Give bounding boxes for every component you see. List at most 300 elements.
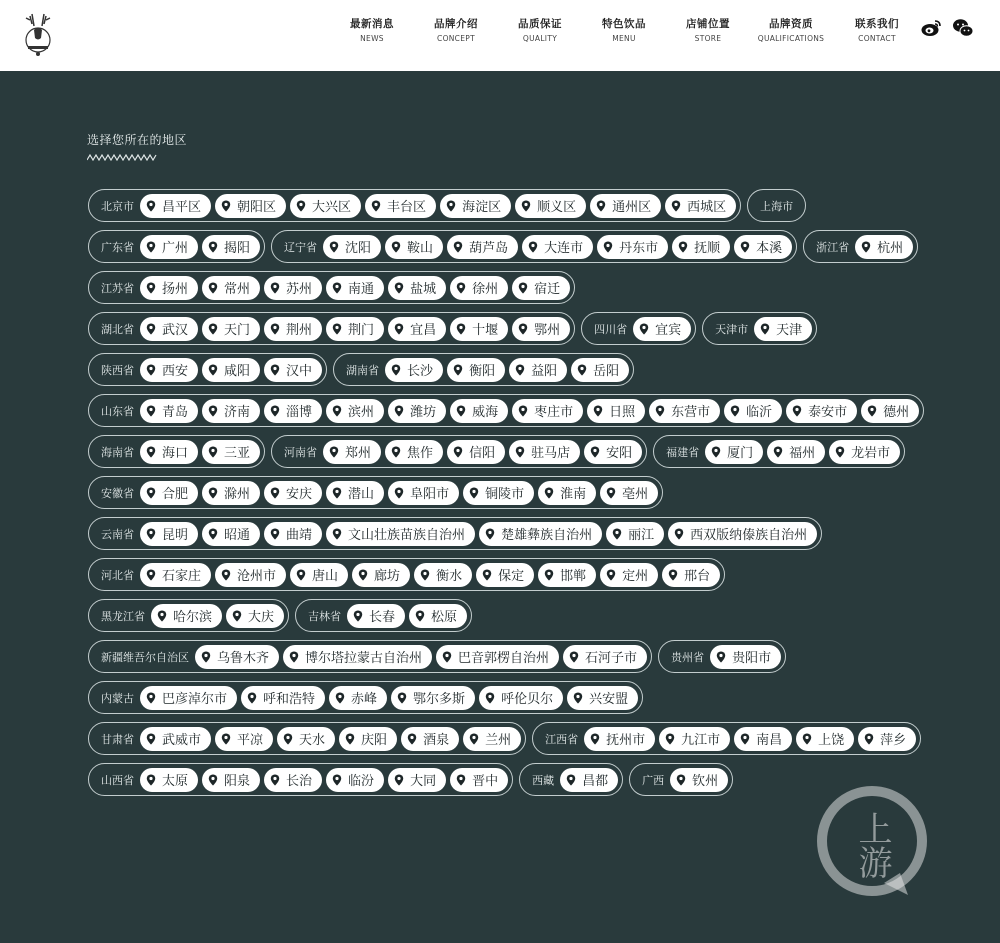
city-button[interactable] — [597, 235, 668, 259]
city-button[interactable] — [633, 317, 691, 341]
location-pin-icon — [676, 774, 686, 786]
location-pin-icon — [146, 200, 156, 212]
city-button[interactable] — [195, 645, 279, 669]
city-button[interactable] — [796, 727, 854, 751]
location-pin-icon — [146, 692, 156, 704]
location-pin-icon — [420, 569, 430, 581]
city-label: 兴安盟 — [589, 692, 629, 707]
city-button[interactable] — [264, 358, 322, 382]
city-label: 西安 — [162, 364, 189, 379]
region-group — [88, 558, 725, 591]
location-pin-icon — [442, 651, 452, 663]
city-button[interactable] — [705, 440, 763, 464]
city-label: 沈阳 — [345, 241, 372, 256]
city-label: 厦门 — [727, 446, 754, 461]
city-button[interactable] — [202, 358, 260, 382]
region-group[interactable] — [747, 189, 806, 222]
city-button[interactable] — [140, 235, 198, 259]
city-button[interactable] — [264, 481, 322, 505]
region-label: 海南省 — [101, 445, 134, 459]
city-button[interactable] — [724, 399, 782, 423]
city-button[interactable] — [326, 481, 384, 505]
city-label: 长沙 — [407, 364, 434, 379]
location-pin-icon — [864, 733, 874, 745]
city-label: 广州 — [162, 241, 189, 256]
location-pin-icon — [208, 528, 218, 540]
city-label: 鞍山 — [407, 241, 434, 256]
nav-contact-label: 联系我们 — [855, 18, 899, 30]
location-pin-icon — [593, 405, 603, 417]
city-button[interactable] — [140, 440, 198, 464]
city-label: 阜阳市 — [410, 487, 450, 502]
city-label: 天门 — [224, 323, 251, 338]
watermark-logo — [812, 783, 932, 903]
city-button[interactable] — [450, 317, 508, 341]
location-pin-icon — [391, 446, 401, 458]
stag-logo-icon[interactable] — [14, 10, 62, 58]
city-button[interactable] — [323, 440, 381, 464]
nav-store-label: 店铺位置 — [686, 18, 730, 30]
region-label: 吉林省 — [308, 609, 342, 623]
city-label: 保定 — [498, 569, 525, 584]
city-label: 青岛 — [162, 405, 189, 420]
main-nav — [330, 0, 922, 71]
location-pin-icon — [332, 282, 342, 294]
watermark-text: 上游 — [852, 811, 892, 879]
city-button[interactable] — [734, 727, 792, 751]
region-group — [88, 435, 265, 468]
city-button[interactable] — [447, 235, 518, 259]
city-button[interactable] — [140, 686, 237, 710]
city-button[interactable] — [401, 727, 459, 751]
city-label: 廊坊 — [374, 569, 401, 584]
city-label: 唐山 — [312, 569, 339, 584]
city-label: 鄂州 — [534, 323, 561, 338]
location-pin-icon — [394, 774, 404, 786]
zigzag-divider — [87, 154, 157, 161]
location-pin-icon — [146, 405, 156, 417]
location-pin-icon — [332, 487, 342, 499]
city-button[interactable] — [140, 768, 198, 792]
city-button[interactable] — [290, 563, 348, 587]
city-label: 杭州 — [877, 241, 904, 256]
city-button[interactable] — [277, 727, 335, 751]
city-label: 益阳 — [531, 364, 558, 379]
location-pin-icon — [544, 487, 554, 499]
city-button[interactable] — [447, 358, 505, 382]
city-button[interactable] — [600, 481, 658, 505]
city-button[interactable] — [563, 645, 647, 669]
city-button[interactable] — [767, 440, 825, 464]
region-label[interactable]: 上海市 — [760, 199, 794, 213]
location-pin-icon — [596, 200, 606, 212]
city-label: 揭阳 — [224, 241, 251, 256]
city-button[interactable] — [571, 358, 629, 382]
location-pin-icon — [146, 569, 156, 581]
location-pin-icon — [283, 733, 293, 745]
city-label: 萍乡 — [880, 733, 907, 748]
city-button[interactable] — [450, 276, 508, 300]
region-group — [88, 353, 327, 386]
city-label: 昌都 — [582, 774, 609, 789]
region-group — [88, 476, 663, 509]
city-button[interactable] — [352, 563, 410, 587]
city-button[interactable] — [326, 768, 384, 792]
location-pin-icon — [453, 241, 463, 253]
city-button[interactable] — [202, 317, 260, 341]
region-group — [88, 312, 575, 345]
city-label: 邯郸 — [560, 569, 587, 584]
city-button[interactable] — [151, 604, 222, 628]
city-button[interactable] — [140, 727, 211, 751]
location-pin-icon — [296, 200, 306, 212]
city-label: 顺义区 — [537, 200, 577, 215]
location-pin-icon — [528, 241, 538, 253]
city-label: 通州区 — [612, 200, 652, 215]
location-pin-icon — [606, 487, 616, 499]
location-pin-icon — [603, 241, 613, 253]
city-button[interactable] — [515, 194, 586, 218]
city-button[interactable] — [264, 522, 322, 546]
location-pin-icon — [358, 569, 368, 581]
city-button[interactable] — [202, 399, 260, 423]
city-label: 巴音郭楞自治州 — [458, 651, 550, 666]
nav-quality[interactable] — [498, 0, 582, 71]
region-group — [88, 189, 741, 222]
region-label: 西藏 — [532, 773, 555, 787]
location-pin-icon — [221, 733, 231, 745]
region-label: 陕西省 — [101, 363, 134, 377]
city-label: 曲靖 — [286, 528, 313, 543]
city-button[interactable] — [140, 358, 198, 382]
city-label: 天津 — [776, 323, 803, 338]
city-button[interactable] — [202, 276, 260, 300]
city-label: 平凉 — [237, 733, 264, 748]
city-label: 大兴区 — [312, 200, 352, 215]
site-header — [0, 0, 1000, 71]
region-group — [88, 681, 643, 714]
city-label: 巴彦淖尔市 — [162, 692, 228, 707]
city-label: 赤峰 — [351, 692, 378, 707]
city-label: 滨州 — [348, 405, 375, 420]
location-pin-icon — [590, 733, 600, 745]
city-button[interactable] — [858, 727, 916, 751]
city-button[interactable] — [264, 768, 322, 792]
city-button[interactable] — [215, 727, 273, 751]
city-label: 九江市 — [681, 733, 721, 748]
location-pin-icon — [518, 323, 528, 335]
city-button[interactable] — [538, 563, 596, 587]
city-label: 信阳 — [469, 446, 496, 461]
nav-qualifications-label: 品牌资质 — [769, 18, 813, 30]
location-pin-icon — [157, 610, 167, 622]
location-pin-icon — [232, 610, 242, 622]
city-label: 丰台区 — [387, 200, 427, 215]
city-label: 临汾 — [348, 774, 375, 789]
city-button[interactable] — [339, 727, 397, 751]
weibo-icon[interactable] — [920, 17, 942, 39]
city-button[interactable] — [388, 317, 446, 341]
city-label: 十堰 — [472, 323, 499, 338]
city-label: 大连市 — [544, 241, 584, 256]
location-pin-icon — [655, 405, 665, 417]
city-button[interactable] — [479, 686, 563, 710]
nav-news-label: 最新消息 — [350, 18, 394, 30]
city-label: 安阳 — [606, 446, 633, 461]
city-button[interactable] — [662, 563, 720, 587]
nav-contact[interactable] — [832, 0, 922, 71]
nav-concept[interactable] — [414, 0, 498, 71]
location-pin-icon — [208, 323, 218, 335]
nav-qualifications[interactable] — [750, 0, 832, 71]
city-label: 海口 — [162, 446, 189, 461]
city-button[interactable] — [584, 440, 642, 464]
city-button[interactable] — [512, 317, 570, 341]
city-button[interactable] — [326, 399, 384, 423]
city-button[interactable] — [665, 194, 736, 218]
location-pin-icon — [867, 405, 877, 417]
city-button[interactable] — [538, 481, 596, 505]
nav-store-sub: STORE — [694, 34, 722, 43]
city-button[interactable] — [140, 481, 198, 505]
region-list — [88, 189, 928, 796]
city-label: 亳州 — [622, 487, 649, 502]
city-label: 武威市 — [162, 733, 202, 748]
city-button[interactable] — [202, 440, 260, 464]
city-label: 钦州 — [692, 774, 719, 789]
city-button[interactable] — [140, 522, 198, 546]
city-label: 济南 — [224, 405, 251, 420]
city-label: 昆明 — [162, 528, 189, 543]
location-pin-icon — [515, 364, 525, 376]
city-button[interactable] — [388, 399, 446, 423]
location-pin-icon — [270, 282, 280, 294]
city-button[interactable] — [600, 563, 658, 587]
city-button[interactable] — [202, 522, 260, 546]
city-button[interactable] — [388, 768, 446, 792]
location-pin-icon — [566, 774, 576, 786]
city-button[interactable] — [326, 522, 475, 546]
city-button[interactable] — [606, 522, 664, 546]
city-button[interactable] — [560, 768, 618, 792]
city-button[interactable] — [409, 604, 467, 628]
city-button[interactable] — [512, 399, 583, 423]
location-pin-icon — [730, 405, 740, 417]
location-pin-icon — [146, 364, 156, 376]
city-button[interactable] — [264, 399, 322, 423]
region-label: 北京市 — [101, 199, 134, 213]
city-button[interactable] — [829, 440, 900, 464]
city-button[interactable] — [264, 276, 322, 300]
region-label: 河南省 — [284, 445, 318, 459]
city-button[interactable] — [385, 358, 443, 382]
city-label: 大同 — [410, 774, 437, 789]
city-button[interactable] — [202, 481, 260, 505]
city-button[interactable] — [202, 768, 260, 792]
wechat-icon[interactable] — [952, 17, 974, 39]
city-button[interactable] — [855, 235, 913, 259]
city-button[interactable] — [861, 399, 919, 423]
location-pin-icon — [146, 241, 156, 253]
city-button[interactable] — [385, 235, 443, 259]
region-group — [88, 599, 289, 632]
city-button[interactable] — [509, 358, 567, 382]
city-label: 郑州 — [345, 446, 372, 461]
city-button[interactable] — [463, 481, 534, 505]
location-pin-icon — [544, 569, 554, 581]
city-button[interactable] — [590, 194, 661, 218]
city-button[interactable] — [140, 563, 211, 587]
city-button[interactable] — [649, 399, 720, 423]
city-label: 潜山 — [348, 487, 375, 502]
city-button[interactable] — [786, 399, 857, 423]
city-button[interactable] — [140, 276, 198, 300]
location-pin-icon — [221, 200, 231, 212]
city-button[interactable] — [202, 235, 260, 259]
region-group — [333, 353, 634, 386]
nav-news[interactable] — [330, 0, 414, 71]
region-group — [532, 722, 921, 755]
city-button[interactable] — [450, 399, 508, 423]
city-button[interactable] — [509, 440, 580, 464]
city-button[interactable] — [522, 235, 593, 259]
city-label: 安庆 — [286, 487, 313, 502]
city-label: 葫芦岛 — [469, 241, 509, 256]
city-button[interactable] — [215, 563, 286, 587]
location-pin-icon — [391, 364, 401, 376]
region-group — [88, 517, 822, 550]
region-label: 江苏省 — [101, 281, 134, 295]
region-group — [653, 435, 905, 468]
location-pin-icon — [247, 692, 257, 704]
city-button[interactable] — [140, 317, 198, 341]
location-pin-icon — [146, 487, 156, 499]
city-button[interactable] — [670, 768, 728, 792]
nav-menu[interactable] — [582, 0, 666, 71]
location-pin-icon — [469, 487, 479, 499]
city-button[interactable] — [450, 768, 508, 792]
city-label: 铜陵市 — [485, 487, 525, 502]
city-button[interactable] — [226, 604, 284, 628]
nav-news-sub: NEWS — [360, 34, 384, 43]
city-label: 福州 — [789, 446, 816, 461]
location-pin-icon — [456, 405, 466, 417]
city-label: 昭通 — [224, 528, 251, 543]
city-label: 昌平区 — [162, 200, 202, 215]
location-pin-icon — [518, 405, 528, 417]
city-label: 东营市 — [671, 405, 711, 420]
location-pin-icon — [208, 774, 218, 786]
city-button[interactable] — [710, 645, 781, 669]
city-button[interactable] — [365, 194, 436, 218]
city-label: 庆阳 — [361, 733, 388, 748]
city-label: 呼和浩特 — [263, 692, 316, 707]
city-button[interactable] — [440, 194, 511, 218]
city-button[interactable] — [672, 235, 730, 259]
city-button[interactable] — [391, 686, 475, 710]
city-button[interactable] — [347, 604, 405, 628]
city-button[interactable] — [668, 522, 817, 546]
region-group — [629, 763, 733, 796]
region-label: 天津市 — [715, 322, 749, 336]
city-button[interactable] — [388, 481, 459, 505]
city-button[interactable] — [414, 563, 472, 587]
region-label: 山西省 — [101, 773, 134, 787]
city-button[interactable] — [436, 645, 559, 669]
city-button[interactable] — [264, 317, 322, 341]
city-label: 抚顺 — [694, 241, 721, 256]
city-label: 荆州 — [286, 323, 313, 338]
city-label: 汉中 — [286, 364, 313, 379]
city-label: 兰州 — [485, 733, 512, 748]
city-button[interactable] — [463, 727, 521, 751]
location-pin-icon — [146, 528, 156, 540]
city-label: 朝阳区 — [237, 200, 277, 215]
city-button[interactable] — [388, 276, 446, 300]
city-button[interactable] — [326, 276, 384, 300]
city-button[interactable] — [659, 727, 730, 751]
city-label: 沧州市 — [237, 569, 277, 584]
city-button[interactable] — [215, 194, 286, 218]
city-button[interactable] — [754, 317, 812, 341]
city-button[interactable] — [512, 276, 570, 300]
city-label: 三亚 — [224, 446, 251, 461]
city-button[interactable] — [476, 563, 534, 587]
city-label: 淮南 — [560, 487, 587, 502]
city-button[interactable] — [326, 317, 384, 341]
city-button[interactable] — [734, 235, 792, 259]
nav-store[interactable] — [666, 0, 750, 71]
region-group — [88, 230, 265, 263]
city-button[interactable] — [479, 522, 602, 546]
region-group — [88, 271, 575, 304]
region-group — [581, 312, 696, 345]
location-pin-icon — [674, 528, 684, 540]
location-pin-icon — [453, 446, 463, 458]
city-button[interactable] — [140, 399, 198, 423]
location-pin-icon — [606, 569, 616, 581]
city-label: 宿迁 — [534, 282, 561, 297]
city-label: 大庆 — [248, 610, 275, 625]
city-button[interactable] — [140, 194, 211, 218]
city-button[interactable] — [283, 645, 432, 669]
region-group — [88, 394, 924, 427]
city-button[interactable] — [241, 686, 325, 710]
nav-quality-label: 品质保证 — [518, 18, 562, 30]
city-button[interactable] — [329, 686, 387, 710]
city-label: 邢台 — [684, 569, 711, 584]
region-label: 山东省 — [101, 404, 134, 418]
city-button[interactable] — [567, 686, 638, 710]
city-button[interactable] — [323, 235, 381, 259]
location-pin-icon — [221, 569, 231, 581]
location-pin-icon — [668, 569, 678, 581]
nav-menu-label: 特色饮品 — [602, 18, 646, 30]
location-pin-icon — [332, 405, 342, 417]
city-label: 定州 — [622, 569, 649, 584]
city-button[interactable] — [385, 440, 443, 464]
city-button[interactable] — [584, 727, 655, 751]
location-pin-icon — [482, 569, 492, 581]
nav-menu-sub: MENU — [612, 34, 636, 43]
location-pin-icon — [208, 282, 218, 294]
city-button[interactable] — [290, 194, 361, 218]
city-label: 天水 — [299, 733, 326, 748]
location-pin-icon — [391, 241, 401, 253]
location-pin-icon — [270, 323, 280, 335]
city-button[interactable] — [587, 399, 645, 423]
city-button[interactable] — [447, 440, 505, 464]
